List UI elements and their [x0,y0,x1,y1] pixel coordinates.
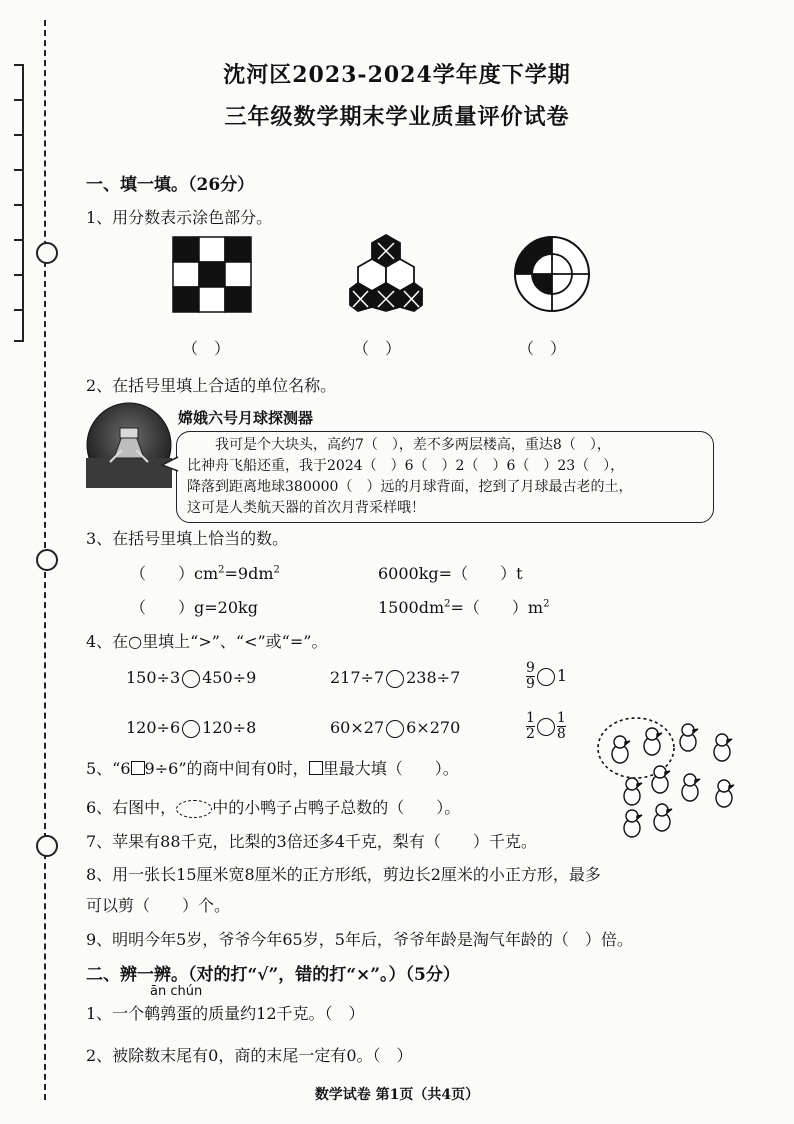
q4-row1-mid[interactable]: 217÷7 238÷7 [330,668,461,687]
q1-blank-a[interactable]: （ ） [182,339,231,358]
compare-circle [182,670,200,688]
fraction: $\frac{1}{8}$ [556,710,566,742]
q2-text: 2、在括号里填上合适的单位名称。 [86,376,337,395]
lunar-probe-photo [86,402,172,488]
duck-icon [682,774,700,801]
cell [173,287,199,312]
compare-circle [386,720,404,738]
q1-text: 1、用分数表示涂色部分。 [86,208,273,227]
probe-title: 嫦娥六号月球探测器 [178,409,314,427]
compare-circle [386,670,404,688]
name-box-tick [14,239,24,241]
tf-q1[interactable]: 1、一个鹌鹑蛋的质量约12千克。（ ） [86,1004,365,1023]
bubble-tail [160,455,180,475]
q4-text: 4、在○里填上“>”、“<”或“=”。 [86,632,328,651]
q4-row2-left[interactable]: 120÷6 120÷8 [126,718,257,737]
q3-b[interactable]: 6000kg=（ ）t [378,564,523,583]
cell [225,262,251,287]
bubble-line: 我可是个大块头，高约7（ ），差不多两层楼高，重达8（ ）， [215,437,611,453]
compare-circle [537,668,555,686]
duck-icon [652,766,670,793]
cell [225,237,251,262]
q4-row1-right[interactable]: $\frac{9}{9}$ 1 [526,660,568,692]
name-box-tick [14,134,24,136]
duck-icon [644,728,662,755]
ducks-illustration [596,712,746,842]
target-circle-figure [512,234,592,314]
name-box-tick [14,309,24,311]
section1-heading: 一、填一填。（26分） [86,175,255,195]
q8-line1: 8、用一张长15厘米宽8厘米的正方形纸，剪边长2厘米的小正方形，最多 [86,865,601,884]
bubble-line: 降落到距离地球380000（ ）远的月球背面，挖到了月球最古老的土， [187,479,633,495]
q4-row1-left[interactable]: 150÷3 450÷9 [126,668,257,687]
q3-text: 3、在括号里填上恰当的数。 [86,529,289,548]
duck-icon [714,734,732,761]
q4-row2-right[interactable] [526,711,566,742]
q3-a[interactable]: （ ）$cm^2=9dm^2$ [130,564,280,583]
q4-row2-mid[interactable]: 60×27 6×270 [330,718,461,737]
cell [199,237,225,262]
duck-icon [624,778,642,805]
bubble-line: 这可是人类航天器的首次月背采样哦！ [187,500,425,516]
section2-heading: 二、辨一辨。（对的打“√”，错的打“×”。）（5分） [86,965,460,985]
q7-text[interactable]: 7、苹果有88千克，比梨的3倍还多4千克，梨有（ ）千克。 [86,832,537,851]
q3-c[interactable]: （ ）g=20kg [130,598,258,617]
compare-circle [537,718,555,736]
q6-text[interactable]: 6、右图中， 中的小鸭子占鸭子总数的（ ）。 [86,798,461,817]
binding-hole [36,242,58,264]
cell [199,262,225,287]
page-footer: 数学试卷 第1页（共4页） [314,1087,480,1103]
digit-box [131,761,145,775]
fraction: $\frac{9}{9}$ [526,660,535,692]
speech-bubble [176,431,714,523]
tf-q2[interactable]: 2、被除数末尾有0，商的末尾一定有0。（ ） [86,1046,413,1065]
bubble-line: 比神舟飞船还重，我于2024（ ）6（ ）2（ ）6（ ）23（ ）， [187,458,625,474]
compare-circle [182,720,200,738]
hexagon-figure [348,233,424,313]
exam-subtitle: 三年级数学期末学业质量评价试卷 [224,104,570,130]
name-box-tick [14,274,24,276]
q9-text[interactable]: 9、明明今年5岁，爷爷今年65岁，5年后，爷爷年龄是淘气年龄的（ ）倍。 [86,930,633,949]
exam-title: 沈河区2023-2024学年度下学期 [223,62,571,88]
duck-icon [624,810,642,837]
dashed-oval-icon [176,800,212,818]
fraction: $\frac{1}{2}$ [526,710,535,742]
q5-text[interactable]: 5、“6 9÷6”的商中间有0时， 里最大填（ ）。 [86,759,459,778]
pinyin-annotation: ān chún [150,984,203,999]
q1-blank-b[interactable]: （ ） [353,339,402,358]
binding-hole [36,549,58,571]
name-box-tick [14,340,24,342]
name-box-tick [14,204,24,206]
duck-icon [716,780,734,807]
name-box-tick [14,169,24,171]
duck-icon [680,724,698,751]
q3-d[interactable]: $1500dm^2=$（ ）$m^2$ [378,598,550,617]
checker-square-figure [172,236,252,314]
duck-icon [612,736,630,763]
q8-line2[interactable]: 可以剪（ ）个。 [86,896,231,915]
cell [173,262,199,287]
cell [199,287,225,312]
q1-blank-c[interactable]: （ ） [518,339,567,358]
cell [225,287,251,312]
cell [173,237,199,262]
binding-hole [36,835,58,857]
digit-box [309,761,323,775]
duck-icon [654,804,672,831]
